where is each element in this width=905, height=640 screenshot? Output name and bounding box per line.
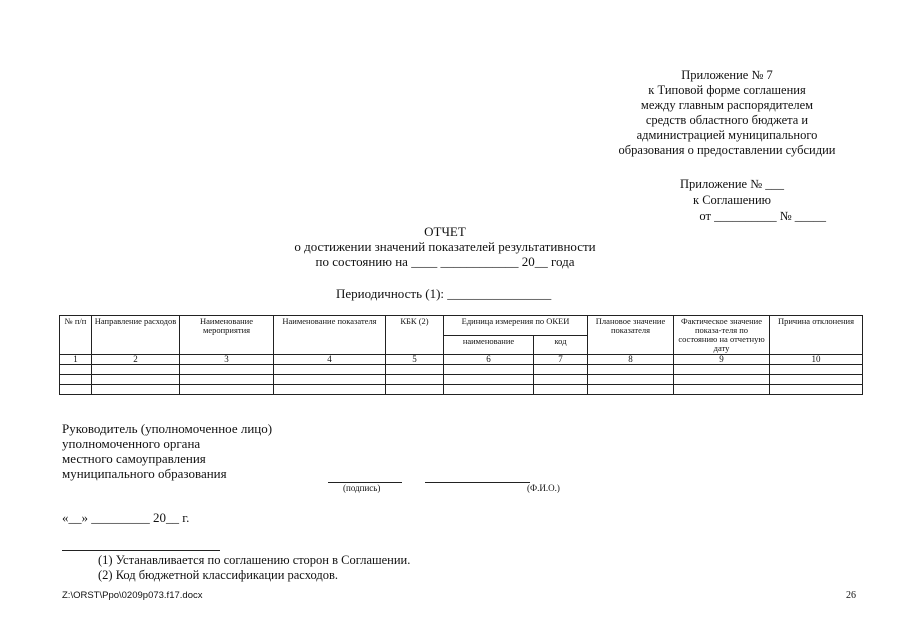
agreement-ref-line2: к Соглашению [693,193,771,207]
table-row [60,385,863,395]
signatory-line: уполномоченного органа [62,436,201,451]
header-cell: Наименование мероприятия [180,316,274,355]
report-title: ОТЧЕТ [424,224,466,239]
table-row [60,365,863,375]
table-header-row [60,316,863,336]
signatory-line: местного самоуправления [62,451,206,466]
number-cell: 9 [674,355,770,365]
agreement-ref-line3: от __________ № _____ [699,209,826,223]
signatory-block [62,421,272,481]
report-table [59,315,863,395]
signature-caption: (подпись) [343,483,381,493]
table-number-row [60,355,863,365]
header-cell: Плановое значение показателя [588,316,674,355]
report-subtitle: о достижении значений показателей результативности [294,239,596,254]
appendix-line: средств областного бюджета и [645,113,809,127]
appendix-line: к Типовой форме соглашения [648,83,806,97]
header-cell: Причина отклонения [770,316,863,355]
number-cell: 5 [386,355,444,365]
page-number: 26 [846,590,856,601]
number-cell: 8 [588,355,674,365]
footnote-divider [62,550,220,551]
signatory-line: муниципального образования [62,466,227,481]
footnote: (1) Устанавливается по соглашению сторон в Соглашении. [98,553,411,567]
header-cell: наименование [444,335,534,355]
header-cell: № п/п [60,316,92,355]
footnotes [98,553,410,583]
signatory-line: Руководитель (уполномоченное лицо) [62,421,273,436]
appendix-header [560,68,894,158]
header-cell: КБК (2) [386,316,444,355]
number-cell: 1 [60,355,92,365]
appendix-line: Приложение № 7 [681,68,773,82]
appendix-line: образования о предоставлении субсидии [618,143,836,157]
appendix-line: между главным распорядителем [640,98,814,112]
name-caption: (Ф.И.О.) [527,483,560,493]
name-line [425,481,530,483]
report-periodicity: Периодичность (1): ________________ [336,286,552,301]
agreement-reference [640,176,894,224]
file-path: Z:\ORST\Ppo\0209p073.f17.docx [62,590,203,601]
header-cell: Единица измерения по ОКЕИ [444,316,588,336]
agreement-ref-line1: Приложение № ___ [679,177,785,191]
header-cell: код [534,335,588,355]
number-cell: 6 [444,355,534,365]
table-row [60,375,863,385]
number-cell: 7 [534,355,588,365]
report-heading [220,224,670,269]
footnote: (2) Код бюджетной классификации расходов. [98,568,338,582]
number-cell: 4 [274,355,386,365]
header-cell: Наименование показателя [274,316,386,355]
number-cell: 2 [92,355,180,365]
header-cell: Фактическое значение показа-теля по состоянию на отчетную дату [674,316,770,355]
number-cell: 10 [770,355,863,365]
header-cell: Направление расходов [92,316,180,355]
number-cell: 3 [180,355,274,365]
date-line: «__» _________ 20__ г. [62,510,190,525]
report-as-of: по состоянию на ____ ____________ 20__ года [315,254,575,269]
appendix-line: администрацией муниципального [636,128,818,142]
